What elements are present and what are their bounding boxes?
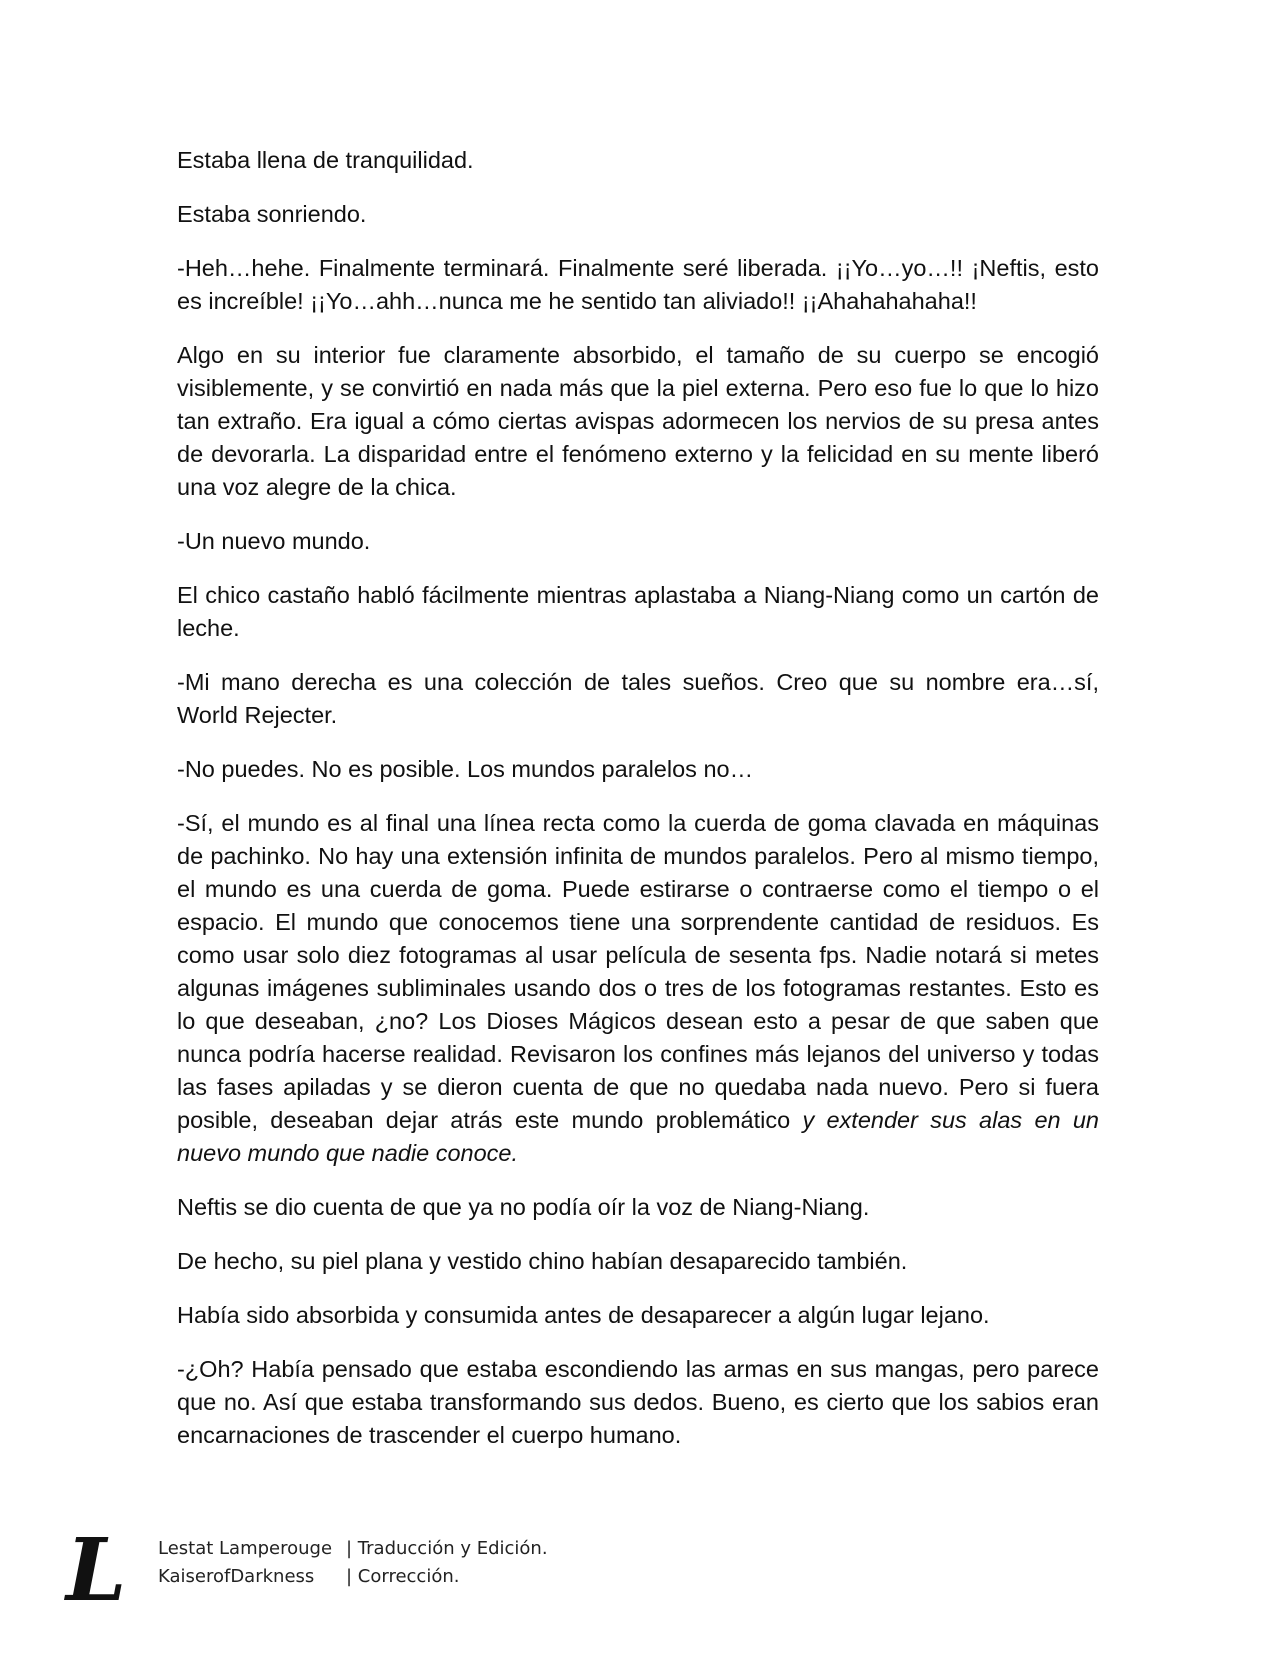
paragraph: Había sido absorbida y consumida antes de desaparecer a algún lugar lejano.	[177, 1302, 990, 1328]
footer-credits	[158, 1535, 548, 1591]
paragraph: Algo en su interior fue claramente absorbido, el tamaño de su cuerpo se encogió visiblemente, y se convirtió en nada más que la piel externa. Pero eso fue lo que lo hizo tan extraño. Era igual a cómo ciertas avispas adormecen los nervios de su presa antes de devorarla. La disparidad entre el fenómeno externo y la felicidad en su mente liberó una voz alegre de la chica.	[177, 342, 1099, 500]
body-text	[177, 144, 1099, 1473]
paragraph: -Mi mano derecha es una colección de tales sueños. Creo que su nombre era…sí, World Rejecter.	[177, 669, 1099, 728]
credit-role: | Traducción y Edición.	[346, 1538, 548, 1559]
credit-role: | Corrección.	[346, 1566, 460, 1587]
paragraph: Estaba sonriendo.	[177, 201, 367, 227]
credit-line-proofreader	[158, 1563, 548, 1591]
paragraph: De hecho, su piel plana y vestido chino habían desaparecido también.	[177, 1248, 908, 1274]
logo-letter: L	[66, 1530, 127, 1610]
credit-name: Lestat Lamperouge	[158, 1538, 333, 1559]
paragraph: El chico castaño habló fácilmente mientras aplastaba a Niang-Niang como un cartón de leche.	[177, 582, 1099, 641]
paragraph: Estaba llena de tranquilidad.	[177, 147, 474, 173]
paragraph-long-text: -Sí, el mundo es al final una línea recta como la cuerda de goma clavada en máquinas de pachinko. No hay una extensión infinita de mundos paralelos. Pero al mismo tiempo, el mundo es una cuerda de goma. Puede estirarse o contraerse como el tiempo o el espacio. El mundo que conocemos tiene una sorprendente cantidad de residuos. Es como usar solo diez fotogramas al usar película de sesenta fps. Nadie notará si metes algunas imágenes subliminales usando dos o tres de los fotogramas restantes. Esto es lo que deseaban, ¿no? Los Dioses Mágicos desean esto a pesar de que saben que nunca podría hacerse realidad. Revisaron los confines más lejanos del universo y todas las fases apiladas y se dieron cuenta de que no quedaba nada nuevo. Pero si fuera posible, deseaban dejar atrás este mundo problemático	[177, 810, 1099, 1133]
credit-line-translator	[158, 1535, 548, 1563]
paragraph-long	[177, 807, 1099, 1170]
credit-name: KaiserofDarkness	[158, 1566, 315, 1587]
blackletter-l-logo	[62, 1530, 134, 1610]
paragraph: -¿Oh? Había pensado que estaba escondiendo las armas en sus mangas, pero parece que no. Así que estaba transformando sus dedos. Bueno, es cierto que los sabios eran encarnaciones de trascender el cuerpo humano.	[177, 1356, 1099, 1448]
paragraph: Neftis se dio cuenta de que ya no podía oír la voz de Niang-Niang.	[177, 1194, 870, 1220]
paragraph: -Un nuevo mundo.	[177, 528, 371, 554]
paragraph-long-italic: y extender sus alas en un nuevo mundo que nadie conoce.	[177, 1107, 1099, 1166]
paragraph: -No puedes. No es posible. Los mundos paralelos no…	[177, 756, 754, 782]
paragraph: -Heh…hehe. Finalmente terminará. Finalmente seré liberada. ¡¡Yo…yo…!! ¡Neftis, esto es increíble! ¡¡Yo…ahh…nunca me he sentido tan aliviado!! ¡¡Ahahahahaha!!	[177, 255, 1099, 314]
